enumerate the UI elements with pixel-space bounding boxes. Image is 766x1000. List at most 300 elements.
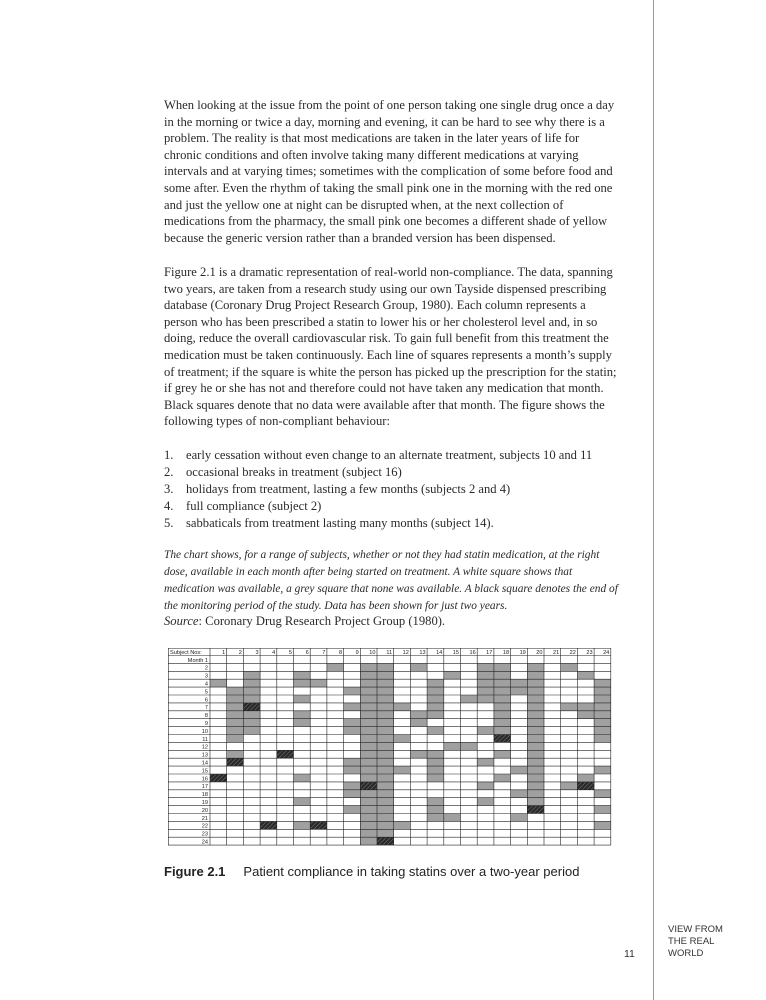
grid-cell	[444, 671, 461, 679]
grid-cell	[527, 790, 544, 798]
grid-cell	[310, 774, 327, 782]
grid-cell	[577, 687, 594, 695]
grid-cell	[360, 814, 377, 822]
grid-cell	[511, 806, 528, 814]
subject-label: 7	[322, 650, 326, 657]
grid-cell	[561, 821, 578, 829]
grid-cell	[461, 758, 478, 766]
grid-cell	[527, 711, 544, 719]
grid-cell	[527, 687, 544, 695]
grid-cell	[544, 782, 561, 790]
grid-cell	[561, 719, 578, 727]
grid-cell	[477, 758, 494, 766]
grid-cell	[594, 790, 611, 798]
grid-cell	[511, 719, 528, 727]
section-title-line: THE REAL	[668, 936, 715, 947]
grid-cell	[360, 663, 377, 671]
grid-cell	[294, 679, 311, 687]
grid-cell	[561, 774, 578, 782]
grid-cell	[594, 758, 611, 766]
grid-cell	[494, 742, 511, 750]
grid-cell	[227, 719, 244, 727]
grid-cell	[227, 656, 244, 664]
grid-cell	[527, 735, 544, 743]
grid-cell	[594, 656, 611, 664]
grid-cell	[377, 687, 394, 695]
grid-cell	[444, 774, 461, 782]
grid-cell	[377, 782, 394, 790]
grid-cell	[427, 735, 444, 743]
grid-cell	[360, 766, 377, 774]
grid-cell	[210, 806, 227, 814]
grid-cell	[444, 758, 461, 766]
grid-cell	[594, 671, 611, 679]
grid-cell	[277, 758, 294, 766]
grid-cell	[410, 790, 427, 798]
grid-cell	[344, 798, 361, 806]
grid-cell	[544, 821, 561, 829]
grid-cell	[377, 750, 394, 758]
grid-cell	[377, 711, 394, 719]
grid-cell	[277, 829, 294, 837]
grid-cell	[260, 766, 277, 774]
grid-cell	[561, 782, 578, 790]
grid-cell	[310, 711, 327, 719]
grid-cell	[577, 663, 594, 671]
subject-label: 21	[552, 650, 560, 657]
grid-cell	[511, 774, 528, 782]
grid-cell	[494, 727, 511, 735]
grid-cell	[577, 742, 594, 750]
grid-cell	[461, 829, 478, 837]
grid-cell	[444, 735, 461, 743]
running-section-title	[668, 924, 723, 960]
grid-cell	[327, 782, 344, 790]
grid-cell	[327, 735, 344, 743]
source-label: Source	[164, 614, 199, 628]
grid-cell	[210, 735, 227, 743]
grid-cell	[511, 711, 528, 719]
grid-cell	[594, 814, 611, 822]
grid-cell	[410, 703, 427, 711]
grid-cell	[494, 695, 511, 703]
grid-cell	[243, 774, 260, 782]
grid-cell	[243, 719, 260, 727]
grid-cell	[327, 766, 344, 774]
grid-cell	[394, 829, 411, 837]
grid-cell	[277, 727, 294, 735]
grid-cell	[427, 766, 444, 774]
grid-cell	[243, 735, 260, 743]
grid-cell	[277, 695, 294, 703]
grid-cell	[427, 742, 444, 750]
grid-cell	[360, 703, 377, 711]
grid-cell	[360, 758, 377, 766]
grid-cell	[310, 742, 327, 750]
month-label: 2	[204, 665, 208, 672]
grid-cell	[227, 663, 244, 671]
grid-cell	[494, 663, 511, 671]
noncompliance-list	[164, 447, 620, 532]
grid-cell	[544, 727, 561, 735]
grid-cell	[243, 687, 260, 695]
grid-cell	[260, 703, 277, 711]
grid-cell	[444, 687, 461, 695]
grid-cell	[494, 806, 511, 814]
grid-cell	[444, 742, 461, 750]
grid-cell	[511, 821, 528, 829]
grid-cell	[243, 679, 260, 687]
grid-cell	[294, 742, 311, 750]
grid-cell	[344, 782, 361, 790]
grid-cell	[527, 750, 544, 758]
grid-cell	[544, 695, 561, 703]
grid-cell	[511, 727, 528, 735]
grid-cell	[494, 821, 511, 829]
month-label: 12	[201, 744, 208, 751]
month-label: 23	[201, 831, 208, 838]
grid-cell	[360, 719, 377, 727]
grid-cell	[477, 798, 494, 806]
grid-cell	[527, 758, 544, 766]
grid-cell	[227, 727, 244, 735]
grid-cell	[477, 735, 494, 743]
grid-cell	[511, 735, 528, 743]
month-label: 5	[204, 689, 208, 696]
grid-cell	[277, 814, 294, 822]
grid-cell	[210, 837, 227, 845]
grid-cell	[394, 758, 411, 766]
figure-title: Patient compliance in taking statins over a two-year period	[243, 864, 580, 879]
grid-cell	[477, 829, 494, 837]
grid-cell	[210, 711, 227, 719]
grid-cell	[310, 703, 327, 711]
grid-cell	[561, 656, 578, 664]
grid-cell	[227, 790, 244, 798]
grid-cell	[477, 679, 494, 687]
grid-cell	[527, 663, 544, 671]
grid-cell	[360, 798, 377, 806]
grid-cell	[577, 719, 594, 727]
figure-label: Figure 2.1	[164, 864, 226, 879]
grid-cell	[210, 790, 227, 798]
grid-cell	[377, 829, 394, 837]
grid-cell	[410, 750, 427, 758]
grid-cell	[527, 766, 544, 774]
grid-cell	[511, 814, 528, 822]
grid-cell	[360, 671, 377, 679]
grid-cell	[377, 695, 394, 703]
grid-cell	[243, 821, 260, 829]
grid-cell	[511, 671, 528, 679]
grid-cell	[294, 711, 311, 719]
grid-cell	[210, 703, 227, 711]
grid-cell	[544, 663, 561, 671]
list-item	[164, 464, 620, 481]
grid-cell	[544, 711, 561, 719]
grid-cell	[277, 679, 294, 687]
grid-cell	[444, 711, 461, 719]
grid-cell	[461, 766, 478, 774]
grid-cell	[477, 687, 494, 695]
grid-cell	[210, 742, 227, 750]
month-label: 4	[204, 681, 208, 688]
grid-cell	[394, 821, 411, 829]
subject-label: 4	[272, 650, 276, 657]
grid-cell	[427, 671, 444, 679]
grid-cell	[394, 663, 411, 671]
grid-cell	[210, 750, 227, 758]
grid-cell	[294, 821, 311, 829]
grid-cell	[577, 806, 594, 814]
grid-cell	[477, 663, 494, 671]
grid-cell	[310, 727, 327, 735]
grid-cell	[427, 703, 444, 711]
grid-cell	[310, 790, 327, 798]
grid-cell	[327, 837, 344, 845]
grid-cell	[327, 798, 344, 806]
grid-cell	[511, 829, 528, 837]
grid-cell	[544, 687, 561, 695]
grid-cell	[444, 663, 461, 671]
chart-caption: The chart shows, for a range of subjects, whether or not they had statin medication, at the right dose, available in each month after being started on treatment. A white square shows that medication was available, a grey square that none was available. A black square denotes the end of the monitoring period of the study. Data has been shown for just two years.	[164, 549, 618, 612]
grid-cell	[544, 758, 561, 766]
grid-cell	[410, 656, 427, 664]
grid-cell	[294, 806, 311, 814]
grid-cell	[544, 656, 561, 664]
grid-cell	[594, 663, 611, 671]
figure-caption	[164, 864, 579, 879]
grid-cell	[577, 703, 594, 711]
grid-cell	[243, 798, 260, 806]
grid-cell	[494, 774, 511, 782]
grid-cell	[444, 703, 461, 711]
grid-cell	[577, 695, 594, 703]
grid-cell	[461, 695, 478, 703]
grid-cell	[227, 806, 244, 814]
grid-cell	[461, 671, 478, 679]
grid-cell	[294, 671, 311, 679]
subject-label: 15	[452, 650, 459, 657]
grid-cell	[477, 750, 494, 758]
grid-cell	[561, 735, 578, 743]
grid-cell	[561, 671, 578, 679]
month-label: 8	[204, 713, 208, 720]
grid-cell	[594, 703, 611, 711]
grid-cell	[260, 727, 277, 735]
grid-cell	[294, 798, 311, 806]
grid-cell	[494, 735, 511, 743]
grid-cell	[377, 758, 394, 766]
grid-cell	[377, 679, 394, 687]
grid-cell	[427, 798, 444, 806]
grid-cell	[310, 782, 327, 790]
grid-cell	[561, 790, 578, 798]
grid-cell	[360, 806, 377, 814]
grid-cell	[444, 821, 461, 829]
grid-cell	[527, 806, 544, 814]
subject-label: 14	[436, 650, 443, 657]
grid-cell	[360, 774, 377, 782]
grid-cell	[477, 695, 494, 703]
grid-cell	[511, 837, 528, 845]
grid-cell	[594, 750, 611, 758]
grid-cell	[410, 814, 427, 822]
grid-cell	[227, 687, 244, 695]
grid-cell	[227, 774, 244, 782]
grid-cell	[294, 735, 311, 743]
month-label: 22	[201, 823, 208, 830]
grid-cell	[594, 687, 611, 695]
grid-cell	[444, 727, 461, 735]
grid-cell	[494, 719, 511, 727]
grid-cell	[477, 719, 494, 727]
grid-cell	[360, 782, 377, 790]
grid-cell	[444, 790, 461, 798]
list-number: 1.	[164, 448, 174, 462]
month-label: 24	[201, 839, 208, 846]
grid-cell	[243, 829, 260, 837]
paragraph-1: When looking at the issue from the point of one person taking one single drug once a day in the morning or twice a day, morning and evening, it can be hard to see why there is a problem. The reality is that most medications are taken in the later years of life for chronic conditions and often involve taking many different medications at varying intervals and at varying times; sometimes with the complication of some before food and some after. Even the rhythm of taking the small pink one in the morning with the red one and just the yellow one at night can be disrupted when, at the next collection of medications from the pharmacy, the small pink one becomes a different shade of yellow because the generic version rather than a branded version has been dispensed.	[164, 98, 615, 245]
grid-cell	[561, 837, 578, 845]
grid-cell	[377, 663, 394, 671]
grid-cell	[294, 656, 311, 664]
grid-cell	[327, 814, 344, 822]
grid-cell	[294, 829, 311, 837]
subject-label: 23	[586, 650, 593, 657]
grid-cell	[277, 656, 294, 664]
grid-cell	[227, 814, 244, 822]
grid-cell	[561, 742, 578, 750]
grid-cell	[210, 829, 227, 837]
grid-cell	[243, 814, 260, 822]
grid-cell	[511, 766, 528, 774]
grid-cell	[477, 814, 494, 822]
grid-cell	[594, 798, 611, 806]
grid-cell	[310, 758, 327, 766]
grid-cell	[277, 703, 294, 711]
grid-cell	[243, 806, 260, 814]
subject-label: 2	[238, 650, 242, 657]
grid-cell	[477, 711, 494, 719]
grid-cell	[544, 750, 561, 758]
subject-label: 1	[222, 650, 226, 657]
subject-label: 3	[255, 650, 259, 657]
subject-label: 6	[305, 650, 309, 657]
grid-cell	[310, 735, 327, 743]
grid-cell	[461, 656, 478, 664]
grid-cell	[544, 742, 561, 750]
grid-cell	[294, 766, 311, 774]
grid-cell	[511, 663, 528, 671]
grid-cell	[561, 687, 578, 695]
grid-cell	[277, 837, 294, 845]
grid-cell	[327, 703, 344, 711]
corner-label: Month 1	[187, 657, 208, 664]
grid-cell	[310, 695, 327, 703]
grid-cell	[527, 727, 544, 735]
grid-cell	[561, 750, 578, 758]
grid-cell	[594, 806, 611, 814]
grid-cell	[310, 798, 327, 806]
grid-cell	[260, 814, 277, 822]
grid-cell	[344, 735, 361, 743]
grid-cell	[444, 837, 461, 845]
grid-cell	[294, 663, 311, 671]
grid-cell	[260, 790, 277, 798]
month-label: 16	[201, 776, 208, 783]
grid-cell	[427, 727, 444, 735]
grid-cell	[594, 837, 611, 845]
page-number: 11	[624, 948, 635, 960]
grid-cell	[243, 656, 260, 664]
grid-cell	[394, 750, 411, 758]
grid-cell	[427, 656, 444, 664]
grid-cell	[277, 711, 294, 719]
grid-cell	[444, 798, 461, 806]
grid-cell	[410, 798, 427, 806]
grid-cell	[594, 735, 611, 743]
list-number: 5.	[164, 516, 174, 530]
grid-cell	[577, 679, 594, 687]
grid-cell	[394, 766, 411, 774]
grid-cell	[327, 821, 344, 829]
grid-cell	[394, 656, 411, 664]
list-number: 4.	[164, 499, 174, 513]
grid-cell	[227, 742, 244, 750]
grid-cell	[427, 829, 444, 837]
grid-cell	[210, 687, 227, 695]
grid-cell	[344, 679, 361, 687]
grid-cell	[561, 679, 578, 687]
grid-cell	[461, 735, 478, 743]
grid-cell	[260, 798, 277, 806]
grid-cell	[377, 837, 394, 845]
grid-cell	[477, 766, 494, 774]
grid-cell	[561, 806, 578, 814]
grid-cell	[410, 687, 427, 695]
grid-cell	[294, 750, 311, 758]
grid-cell	[277, 750, 294, 758]
grid-cell	[461, 782, 478, 790]
grid-cell	[494, 671, 511, 679]
grid-cell	[511, 758, 528, 766]
grid-cell	[377, 719, 394, 727]
grid-cell	[327, 806, 344, 814]
grid-cell	[243, 742, 260, 750]
grid-cell	[243, 782, 260, 790]
grid-cell	[494, 758, 511, 766]
grid-cell	[310, 750, 327, 758]
grid-cell	[427, 814, 444, 822]
grid-cell	[210, 798, 227, 806]
grid-cell	[461, 727, 478, 735]
grid-cell	[260, 656, 277, 664]
grid-cell	[210, 774, 227, 782]
grid-cell	[410, 742, 427, 750]
grid-cell	[410, 711, 427, 719]
grid-cell	[494, 790, 511, 798]
grid-cell	[327, 695, 344, 703]
source-line	[164, 614, 445, 629]
grid-cell	[210, 671, 227, 679]
grid-cell	[427, 806, 444, 814]
subject-label: 13	[419, 650, 426, 657]
grid-cell	[394, 671, 411, 679]
grid-cell	[344, 663, 361, 671]
grid-cell	[410, 821, 427, 829]
grid-cell	[344, 758, 361, 766]
